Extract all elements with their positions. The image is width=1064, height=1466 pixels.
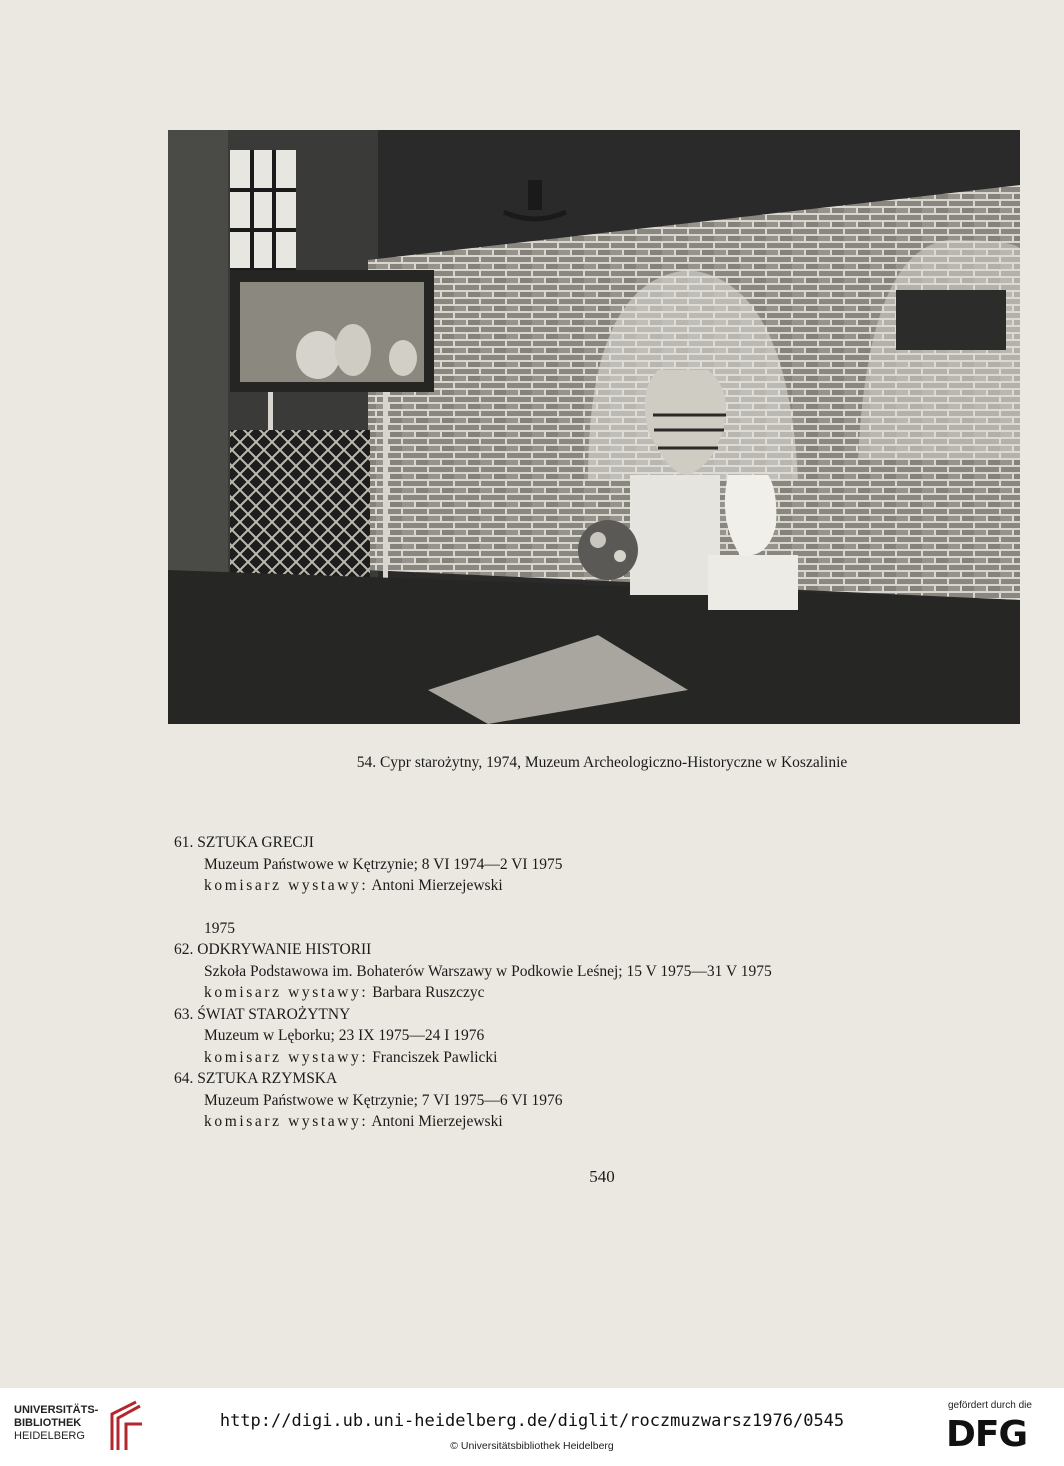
viewer-footer xyxy=(0,1388,1064,1466)
entry-venue: Szkoła Podstawowa im. Bohaterów Warszawy w Podkowie Leśnej; 15 V 1975—31 V 1975 xyxy=(204,962,772,980)
permalink-url[interactable]: http://digi.ub.uni-heidelberg.de/diglit/roczmuzwarsz1976/0545 xyxy=(219,1411,845,1431)
entry-title: SZTUKA GRECJI xyxy=(197,834,314,851)
entry-number: 61. xyxy=(174,834,194,851)
entry-venue: Muzeum Państwowe w Kętrzynie; 8 VI 1974—2 VI 1975 xyxy=(204,855,563,873)
page-number: 540 xyxy=(589,1167,615,1186)
list-item xyxy=(174,939,974,1004)
entry-title: ŚWIAT STAROŻYTNY xyxy=(197,1005,351,1023)
entry-venue: Muzeum Państwowe w Kętrzynie; 7 VI 1975—6 VI 1976 xyxy=(204,1091,563,1109)
entry-role-label: komisarz wystawy: xyxy=(204,1048,369,1066)
entry-number: 63. xyxy=(174,1005,194,1023)
list-item xyxy=(174,832,974,897)
entry-person: Franciszek Pawlicki xyxy=(372,1048,498,1066)
funding-label: gefördert durch die xyxy=(948,1400,1032,1411)
exhibition-list xyxy=(174,832,974,1133)
entry-number: 64. xyxy=(174,1070,194,1087)
year-heading: 1975 xyxy=(204,919,235,937)
list-item xyxy=(174,1004,974,1069)
entry-title: ODKRYWANIE HISTORII xyxy=(197,941,372,958)
entry-title: SZTUKA RZYMSKA xyxy=(197,1070,338,1087)
entry-role-label: komisarz wystawy: xyxy=(204,1113,369,1130)
entry-number: 62. xyxy=(174,941,194,958)
library-name[interactable]: UNIVERSITÄTS- BIBLIOTHEK HEIDELBERG xyxy=(14,1404,99,1442)
copyright-notice: © Universitätsbibliothek Heidelberg xyxy=(450,1440,614,1452)
dfg-logo-icon[interactable]: DFG xyxy=(946,1414,1028,1455)
entry-role-label: komisarz wystawy: xyxy=(204,877,369,894)
entry-person: Barbara Ruszczyc xyxy=(372,984,485,1001)
list-item xyxy=(174,1068,974,1133)
entry-role-label: komisarz wystawy: xyxy=(204,984,369,1001)
entry-person: Antoni Mierzejewski xyxy=(371,877,503,894)
entry-venue: Muzeum w Lęborku; 23 IX 1975—24 I 1976 xyxy=(204,1027,485,1044)
exhibition-photo xyxy=(168,130,1020,724)
figure-caption: 54. Cypr starożytny, 1974, Muzeum Archeologiczno-Historyczne w Koszalinie xyxy=(356,754,848,771)
entry-person: Antoni Mierzejewski xyxy=(371,1113,503,1130)
